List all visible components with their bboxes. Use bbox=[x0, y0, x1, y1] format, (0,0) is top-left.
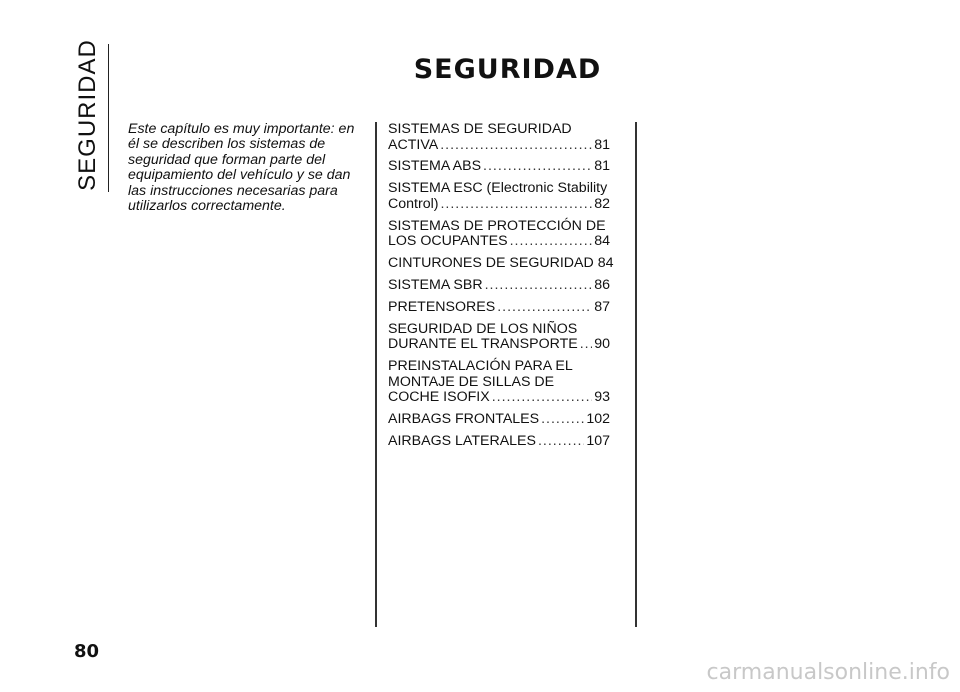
toc-entry[interactable] bbox=[388, 359, 610, 406]
toc-entry-title: COCHE ISOFIX bbox=[388, 389, 490, 406]
toc-dot-leader bbox=[510, 234, 593, 250]
toc-entry-page: 90 bbox=[594, 336, 610, 353]
table-of-contents bbox=[388, 121, 614, 456]
toc-entry-title: DURANTE EL TRANSPORTE bbox=[388, 336, 578, 353]
toc-entry-page: 84 bbox=[594, 233, 610, 250]
toc-dot-leader bbox=[538, 434, 584, 450]
toc-entry-title: Control) bbox=[388, 195, 439, 212]
toc-entry-title: SISTEMA SBR bbox=[388, 276, 483, 293]
toc-entry[interactable] bbox=[388, 278, 610, 294]
toc-dot-leader bbox=[440, 197, 592, 213]
toc-entry[interactable] bbox=[388, 412, 610, 428]
toc-entry[interactable] bbox=[388, 159, 610, 175]
toc-entry[interactable] bbox=[388, 181, 610, 212]
toc-dot-leader bbox=[483, 159, 592, 175]
toc-dot-leader bbox=[440, 138, 592, 154]
toc-entry-title: PREINSTALACIÓN PARA EL bbox=[388, 358, 573, 375]
toc-entry-title: ACTIVA bbox=[388, 136, 439, 153]
toc-entry-page: 107 bbox=[586, 432, 610, 449]
toc-entry-page: 93 bbox=[594, 389, 610, 406]
toc-entry-title: SISTEMAS DE SEGURIDAD bbox=[388, 121, 572, 137]
toc-entry-page: 87 bbox=[594, 298, 610, 315]
side-section-label: SEGURIDAD bbox=[74, 39, 101, 191]
watermark: carmanualsonline.info bbox=[706, 660, 950, 685]
toc-entry-page: 81 bbox=[594, 158, 610, 175]
toc-entry-page: 86 bbox=[594, 276, 610, 293]
toc-entry-title: LOS OCUPANTES bbox=[388, 233, 508, 250]
toc-entry-title: CINTURONES DE SEGURIDAD bbox=[388, 255, 594, 272]
toc-entry-title: AIRBAGS LATERALES bbox=[388, 432, 536, 449]
toc-entry[interactable] bbox=[388, 122, 610, 153]
toc-entry-title: SISTEMA ABS bbox=[388, 158, 482, 175]
toc-dot-leader bbox=[541, 412, 584, 428]
toc-entry[interactable] bbox=[388, 434, 610, 450]
toc-entry-page: 102 bbox=[586, 411, 610, 428]
toc-entry-title: SISTEMAS DE PROTECCIÓN DE bbox=[388, 217, 606, 234]
side-divider bbox=[108, 44, 109, 192]
toc-entry-title: SEGURIDAD DE LOS NIÑOS bbox=[388, 320, 578, 337]
toc-entry[interactable] bbox=[388, 255, 614, 272]
toc-entry-title: MONTAJE DE SILLAS DE bbox=[388, 373, 555, 390]
toc-entry-page: 81 bbox=[594, 136, 610, 153]
toc-entry[interactable] bbox=[388, 219, 610, 250]
page-title: SEGURIDAD bbox=[413, 54, 602, 85]
toc-right-divider bbox=[635, 122, 637, 627]
toc-dot-leader bbox=[580, 337, 592, 353]
toc-entry-title: AIRBAGS FRONTALES bbox=[388, 411, 540, 428]
intro-paragraph: Este capítulo es muy importante: en él se describen los sistemas de seguridad que forman parte del equipamiento del vehículo y se dan las instrucciones necesarias para utilizarlos correctamente. bbox=[128, 121, 355, 215]
toc-entry-title: SISTEMA ESC (Electronic Stability bbox=[388, 180, 608, 197]
toc-dot-leader bbox=[497, 300, 592, 316]
side-section-tab bbox=[70, 40, 106, 190]
toc-dot-leader bbox=[485, 278, 593, 294]
toc-left-divider bbox=[375, 122, 377, 627]
toc-dot-leader bbox=[492, 390, 593, 406]
toc-entry-page: 82 bbox=[594, 195, 610, 212]
toc-entry-page: 84 bbox=[597, 255, 614, 272]
toc-entry[interactable] bbox=[388, 300, 610, 316]
page-number: 80 bbox=[74, 641, 100, 662]
toc-entry[interactable] bbox=[388, 322, 610, 353]
toc-entry-title: PRETENSORES bbox=[388, 298, 496, 315]
